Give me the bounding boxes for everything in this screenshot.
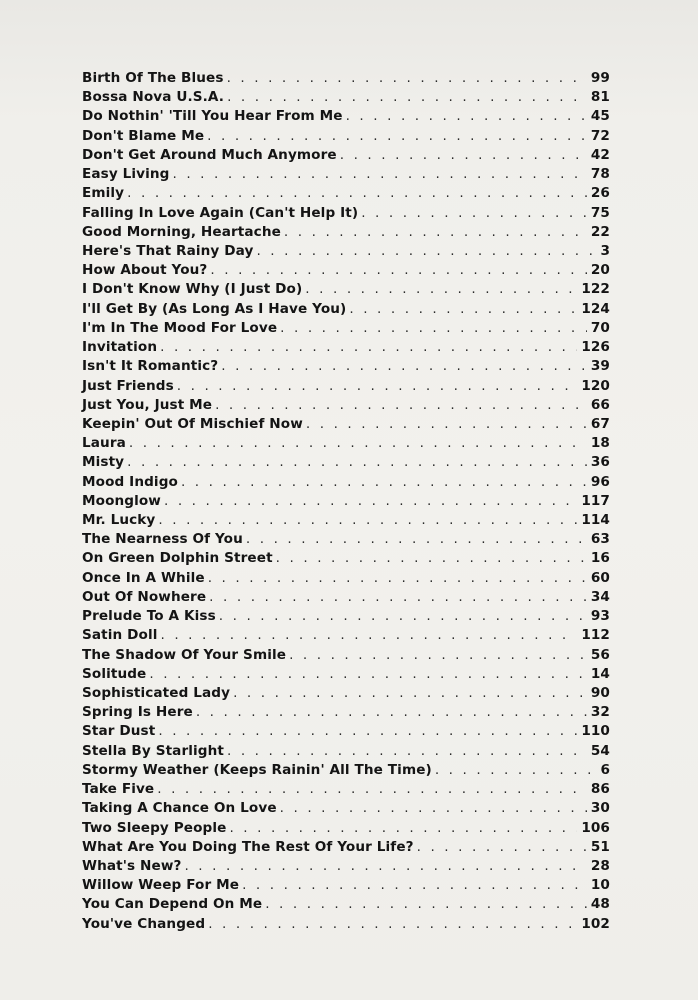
dot-leader xyxy=(207,127,587,146)
song-title: Birth Of The Blues xyxy=(82,70,224,86)
toc-entry xyxy=(82,761,610,780)
dot-leader xyxy=(280,799,587,818)
toc-entry xyxy=(82,69,610,88)
dot-leader xyxy=(164,492,577,511)
toc-entry xyxy=(82,780,610,799)
page-number: 16 xyxy=(590,550,610,567)
song-title: Prelude To A Kiss xyxy=(82,608,216,625)
song-title: Mood Indigo xyxy=(82,473,178,490)
toc-entry xyxy=(82,684,610,703)
page-number: 102 xyxy=(581,915,610,932)
dot-leader xyxy=(246,530,587,549)
page-number: 54 xyxy=(590,742,610,759)
dot-leader xyxy=(209,588,587,607)
page-number: 42 xyxy=(590,146,610,163)
toc-entry xyxy=(82,223,610,242)
page-number: 120 xyxy=(581,377,610,394)
toc-entry xyxy=(82,569,610,588)
toc-entry xyxy=(82,549,610,568)
page-number: 6 xyxy=(600,761,610,778)
toc-entry xyxy=(82,665,610,684)
dot-leader xyxy=(305,280,577,299)
toc-entry xyxy=(82,377,610,396)
toc-entry xyxy=(82,319,610,338)
page-number: 34 xyxy=(590,588,610,605)
page-number: 86 xyxy=(590,781,610,798)
song-title: Satin Doll xyxy=(82,627,158,644)
page-number: 18 xyxy=(590,435,610,452)
page-number: 99 xyxy=(590,70,610,86)
dot-leader xyxy=(173,165,587,184)
dot-leader xyxy=(256,242,592,261)
song-title: I'm In The Mood For Love xyxy=(82,319,278,336)
song-title: You've Changed xyxy=(82,915,206,932)
toc-entry xyxy=(82,819,610,838)
song-title: On Green Dolphin Street xyxy=(82,550,273,567)
toc-entry xyxy=(82,876,610,895)
toc-entry xyxy=(82,511,610,530)
dot-leader xyxy=(219,607,587,626)
song-title: Keepin' Out Of Mischief Now xyxy=(82,415,303,432)
toc-entry xyxy=(82,127,610,146)
dot-leader xyxy=(265,895,587,914)
page-number: 75 xyxy=(590,204,610,221)
song-title: What Are You Doing The Rest Of Your Life? xyxy=(82,838,414,855)
dot-leader xyxy=(227,88,587,107)
song-title: Invitation xyxy=(82,339,158,356)
dot-leader xyxy=(284,223,587,242)
toc-entry xyxy=(82,492,610,511)
page-number: 81 xyxy=(590,89,610,106)
song-title: You Can Depend On Me xyxy=(82,896,263,913)
toc-entry xyxy=(82,895,610,914)
table-of-contents xyxy=(82,69,610,934)
song-title: What's New? xyxy=(82,857,182,874)
page-number: 122 xyxy=(581,281,610,298)
toc-entry xyxy=(82,799,610,818)
page-number: 66 xyxy=(590,396,610,413)
toc-entry xyxy=(82,261,610,280)
song-title: Out Of Nowhere xyxy=(82,588,207,605)
page-number: 3 xyxy=(600,242,610,259)
song-title: Laura xyxy=(82,435,126,452)
page-number: 48 xyxy=(590,896,610,913)
toc-entry xyxy=(82,626,610,645)
song-title: Emily xyxy=(82,185,125,202)
dot-leader xyxy=(280,319,587,338)
page-number: 72 xyxy=(590,127,610,144)
page-number: 26 xyxy=(590,185,610,202)
song-title: Misty xyxy=(82,454,125,471)
page-number: 110 xyxy=(581,723,610,740)
song-title: I Don't Know Why (I Just Do) xyxy=(82,281,303,298)
toc-entry xyxy=(82,838,610,857)
dot-leader xyxy=(340,146,587,165)
toc-entry xyxy=(82,722,610,741)
page-number: 36 xyxy=(590,454,610,471)
dot-leader xyxy=(221,357,587,376)
song-title: Bossa Nova U.S.A. xyxy=(82,89,225,106)
song-title: Just Friends xyxy=(82,377,174,394)
page-number: 114 xyxy=(581,512,610,529)
toc-entry xyxy=(82,338,610,357)
song-title: Falling In Love Again (Can't Help It) xyxy=(82,204,359,221)
dot-leader xyxy=(227,742,587,761)
song-title: Don't Get Around Much Anymore xyxy=(82,146,337,163)
song-title: Just You, Just Me xyxy=(82,396,213,413)
toc-entry xyxy=(82,300,610,319)
toc-entry xyxy=(82,607,610,626)
song-title: Two Sleepy People xyxy=(82,819,227,836)
song-title: The Shadow Of Your Smile xyxy=(82,646,287,663)
toc-entry xyxy=(82,530,610,549)
dot-leader xyxy=(157,780,587,799)
toc-entry xyxy=(82,88,610,107)
page-number: 78 xyxy=(590,166,610,183)
toc-entry xyxy=(82,857,610,876)
song-title: I'll Get By (As Long As I Have You) xyxy=(82,300,347,317)
toc-entry xyxy=(82,415,610,434)
dot-leader xyxy=(127,453,587,472)
song-title: Solitude xyxy=(82,665,147,682)
page-number: 67 xyxy=(590,415,610,432)
dot-leader xyxy=(160,626,577,645)
dot-leader xyxy=(184,857,586,876)
dot-leader xyxy=(208,915,577,934)
page-number: 14 xyxy=(590,665,610,682)
toc-entry xyxy=(82,107,610,126)
toc-entry xyxy=(82,434,610,453)
toc-entry xyxy=(82,146,610,165)
dot-leader xyxy=(160,338,577,357)
dot-leader xyxy=(276,549,587,568)
song-title: Willow Weep For Me xyxy=(82,877,240,894)
toc-entry xyxy=(82,742,610,761)
page-number: 45 xyxy=(590,108,610,125)
toc-entry xyxy=(82,646,610,665)
dot-leader xyxy=(361,204,587,223)
dot-leader xyxy=(435,761,592,780)
dot-leader xyxy=(129,434,587,453)
dot-leader xyxy=(177,377,578,396)
song-title: Here's That Rainy Day xyxy=(82,242,254,259)
toc-entry xyxy=(82,357,610,376)
page-number: 93 xyxy=(590,608,610,625)
dot-leader xyxy=(349,300,577,319)
toc-entry xyxy=(82,184,610,203)
page-number: 124 xyxy=(581,300,610,317)
toc-entry xyxy=(82,204,610,223)
page-number: 10 xyxy=(590,877,610,894)
dot-leader xyxy=(346,107,587,126)
page-number: 28 xyxy=(590,857,610,874)
dot-leader xyxy=(208,569,587,588)
page-number: 39 xyxy=(590,358,610,375)
song-title: Moonglow xyxy=(82,492,161,509)
dot-leader xyxy=(417,838,587,857)
toc-entry xyxy=(82,280,610,299)
toc-entry xyxy=(82,703,610,722)
toc-entry xyxy=(82,453,610,472)
dot-leader xyxy=(196,703,587,722)
dot-leader xyxy=(233,684,587,703)
page-number: 63 xyxy=(590,531,610,548)
page-number: 20 xyxy=(590,262,610,279)
dot-leader xyxy=(229,819,577,838)
song-title: The Nearness Of You xyxy=(82,531,243,548)
page-number: 112 xyxy=(581,627,610,644)
page-number: 126 xyxy=(581,339,610,356)
song-title: Stormy Weather (Keeps Rainin' All The Time) xyxy=(82,761,432,778)
toc-entry xyxy=(82,915,610,934)
page-number: 70 xyxy=(590,319,610,336)
toc-entry xyxy=(82,588,610,607)
page-number: 22 xyxy=(590,223,610,240)
dot-leader xyxy=(306,415,587,434)
song-title: Mr. Lucky xyxy=(82,512,156,529)
dot-leader xyxy=(227,69,587,88)
page-number: 90 xyxy=(590,685,610,701)
song-title: How About You? xyxy=(82,262,208,279)
song-title: Spring Is Here xyxy=(82,704,193,721)
dot-leader xyxy=(149,665,587,684)
dot-leader xyxy=(242,876,587,895)
song-title: Don't Blame Me xyxy=(82,127,205,144)
toc-entry xyxy=(82,242,610,261)
song-title: Do Nothin' 'Till You Hear From Me xyxy=(82,108,343,125)
dot-leader xyxy=(127,184,587,203)
page-number: 30 xyxy=(590,800,610,817)
song-title: Sophisticated Lady xyxy=(82,685,231,701)
song-title: Easy Living xyxy=(82,166,170,183)
song-title: Star Dust xyxy=(82,723,156,740)
song-title: Isn't It Romantic? xyxy=(82,358,219,375)
toc-entry xyxy=(82,473,610,492)
song-title: Stella By Starlight xyxy=(82,742,224,759)
page-number: 51 xyxy=(590,838,610,855)
toc-entry xyxy=(82,165,610,184)
song-title: Once In A While xyxy=(82,569,205,586)
dot-leader xyxy=(215,396,587,415)
dot-leader xyxy=(158,722,577,741)
page-number: 60 xyxy=(590,569,610,586)
dot-leader xyxy=(158,511,577,530)
song-title: Good Morning, Heartache xyxy=(82,223,281,240)
toc-entry xyxy=(82,396,610,415)
page-number: 96 xyxy=(590,473,610,490)
song-title: Take Five xyxy=(82,781,155,798)
page-number: 32 xyxy=(590,704,610,721)
dot-leader xyxy=(210,261,586,280)
dot-leader xyxy=(181,473,587,492)
page-number: 106 xyxy=(581,819,610,836)
page-number: 117 xyxy=(581,492,610,509)
page-number: 56 xyxy=(590,646,610,663)
dot-leader xyxy=(289,646,587,665)
song-title: Taking A Chance On Love xyxy=(82,800,277,817)
